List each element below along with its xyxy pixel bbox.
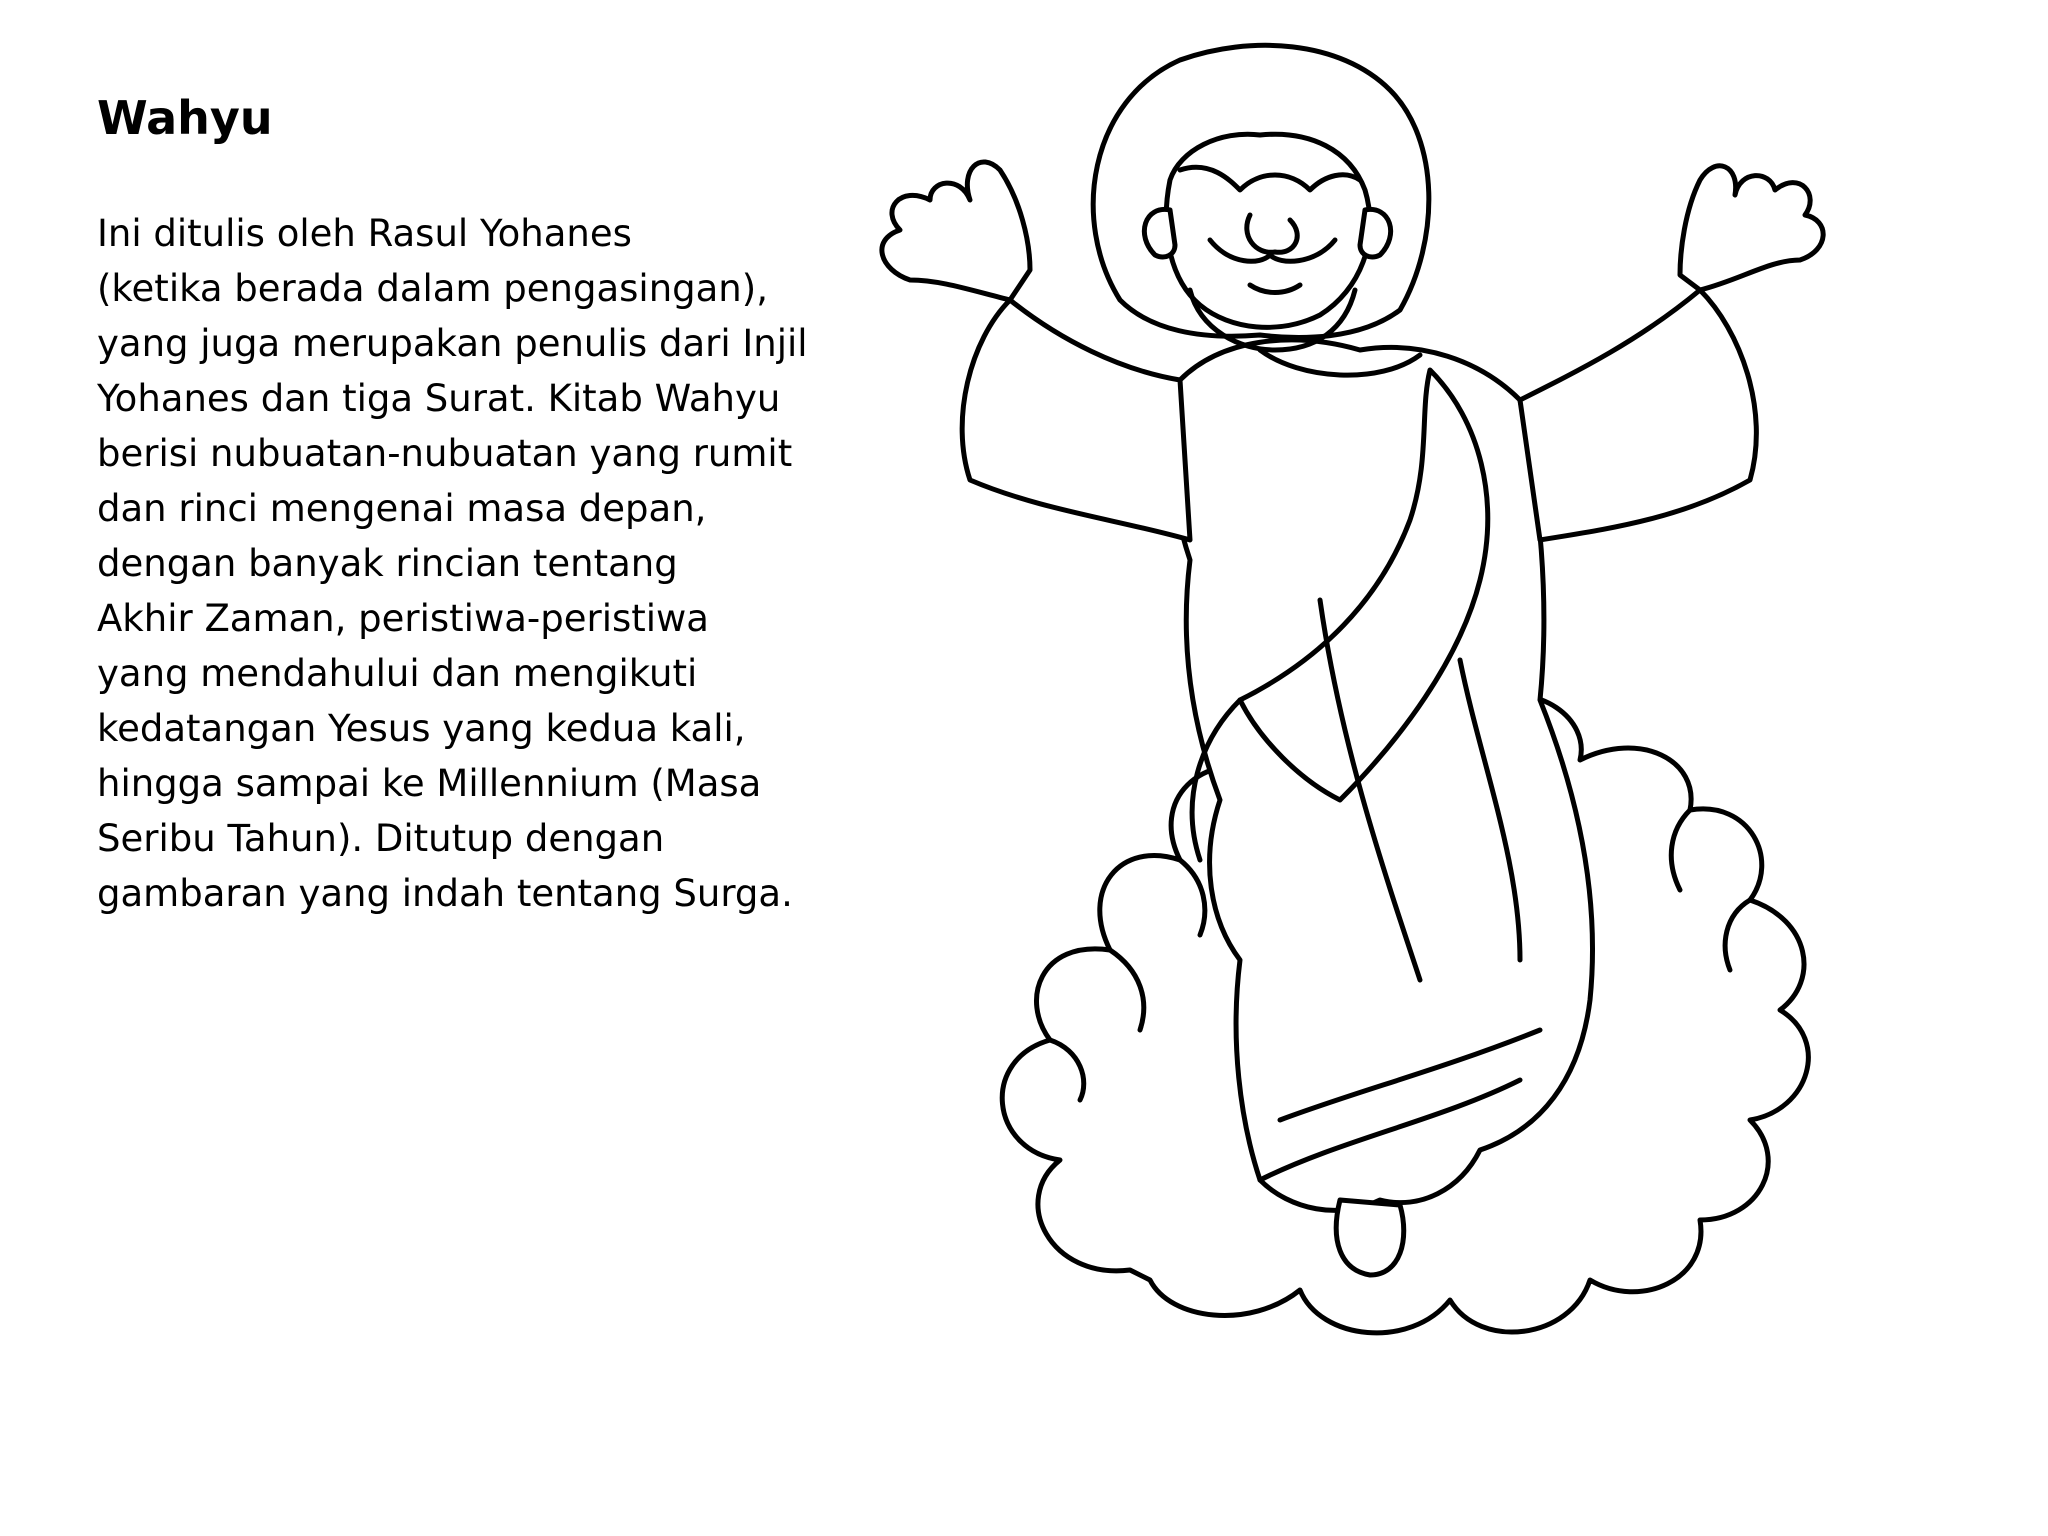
body-line: gambaran yang indah tentang Surga. [97,872,793,915]
body-line: hingga sampai ke Millennium (Masa [97,762,762,805]
body-line: Yohanes dan tiga Surat. Kitab Wahyu [97,377,781,420]
foot [1336,1200,1404,1275]
body-line: dan rinci mengenai masa depan, [97,487,707,530]
body-line: Ini ditulis oleh Rasul Yohanes [97,212,632,255]
body-paragraph [97,206,857,921]
body-line: yang mendahului dan mengikuti [97,652,698,695]
body-line: berisi nubuatan-nubuatan yang rumit [97,432,793,475]
jesus-on-cloud-illustration [820,40,1960,1520]
face [1166,134,1370,327]
line-art-svg [820,40,1960,1520]
body-line: yang juga merupakan penulis dari Injil [97,322,808,365]
left-hand [882,162,1030,300]
ear [1360,209,1391,257]
left-arm [962,300,1190,540]
body-line: Seribu Tahun). Ditutup dengan [97,817,665,860]
ear [1144,209,1175,257]
body-line: Akhir Zaman, peristiwa-peristiwa [97,597,709,640]
page-title: Wahyu [97,91,273,145]
body-line: (ketika berada dalam pengasingan), [97,267,768,310]
body-line: dengan banyak rincian tentang [97,542,678,585]
right-arm [1520,290,1756,540]
right-hand [1680,166,1823,290]
body-line: kedatangan Yesus yang kedua kali, [97,707,746,750]
